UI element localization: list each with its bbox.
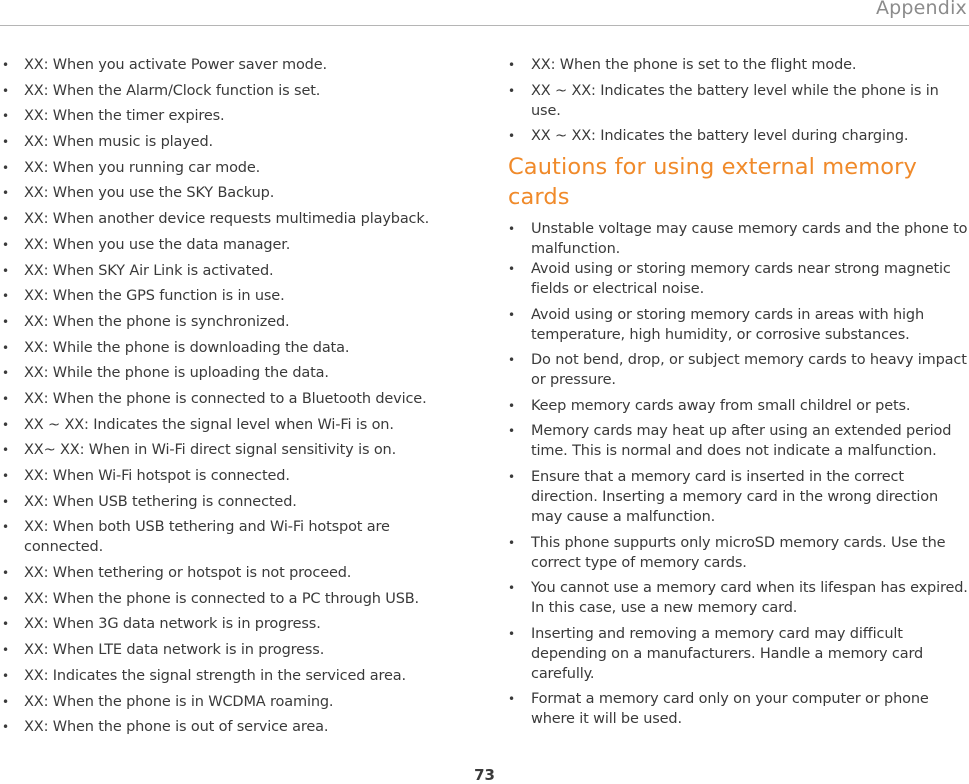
list-item-text: XX: When music is played.: [24, 134, 213, 151]
list-item: [0, 666, 470, 686]
bullet-icon: •: [2, 694, 9, 709]
bullet-icon: •: [2, 160, 9, 175]
list-item-text: Avoid using or storing memory cards near strong magnetic fields or electrical noise.: [531, 261, 951, 297]
bullet-icon: •: [2, 186, 9, 201]
bullet-icon: •: [508, 353, 515, 368]
bullet-icon: •: [2, 83, 9, 98]
bullet-icon: •: [2, 591, 9, 606]
list-item: [0, 492, 470, 512]
list-item-text: XX: When you use the data manager.: [24, 236, 291, 253]
bullet-icon: •: [508, 307, 515, 322]
page-number: 73: [474, 766, 495, 784]
list-item: [0, 312, 470, 332]
bullet-icon: •: [508, 469, 515, 484]
list-item-text: XX: When another device requests multimedia playback.: [24, 211, 430, 228]
bullet-icon: •: [2, 643, 9, 658]
list-item-text: Do not bend, drop, or subject memory cards to heavy impact or pressure.: [531, 352, 967, 389]
list-item: [0, 286, 470, 306]
list-item-text: Keep memory cards away from small childrel or pets.: [531, 397, 911, 414]
bullet-icon: •: [508, 58, 515, 72]
list-item: [0, 589, 470, 609]
list-item: [0, 338, 470, 358]
list-item: [0, 440, 470, 460]
page-section-title: Appendix: [875, 0, 967, 19]
bullet-icon: •: [2, 520, 9, 535]
bullet-icon: •: [508, 581, 515, 596]
list-item: [0, 614, 470, 634]
list-item: [0, 158, 470, 178]
list-item: [505, 55, 969, 75]
list-item-text: XX: Indicates the signal strength in the serviced area.: [24, 667, 406, 684]
bullet-icon: •: [2, 109, 9, 124]
bullet-icon: •: [2, 58, 9, 72]
list-item: [0, 415, 470, 435]
bullet-icon: •: [2, 720, 9, 735]
list-item-text: XX ~ XX: Indicates the signal level when Wi-Fi is on.: [24, 416, 394, 433]
list-item-text: Ensure that a memory card is inserted in the correct direction. Inserting a memory card in the wrong direction may cause a malfunction.: [531, 468, 939, 525]
cautions-list: [505, 219, 969, 735]
list-item-text: XX: When you use the SKY Backup.: [24, 185, 275, 202]
list-item: [505, 219, 969, 259]
bullet-icon: •: [508, 535, 515, 550]
bullet-icon: •: [2, 340, 9, 355]
list-item: [0, 563, 470, 583]
bullet-icon: •: [508, 83, 515, 98]
list-item-text: XX: When the timer expires.: [24, 108, 225, 125]
bullet-icon: •: [2, 366, 9, 381]
bullet-icon: •: [2, 263, 9, 278]
list-item-text: XX: While the phone is downloading the data.: [24, 339, 350, 356]
list-item: [505, 467, 969, 527]
list-item: [505, 396, 969, 416]
list-item-text: You cannot use a memory card when its lifespan has expired. In this case, use a new memory card.: [531, 580, 968, 617]
list-item-text: XX: When you running car mode.: [24, 159, 261, 176]
list-item-text: XX: When the phone is out of service area.: [24, 719, 329, 736]
list-item-text: XX: When USB tethering is connected.: [24, 493, 297, 510]
list-item: [505, 421, 969, 461]
bullet-icon: •: [508, 262, 515, 276]
bullet-icon: •: [2, 237, 9, 252]
list-item-text: XX: When the phone is set to the flight mode.: [531, 57, 857, 73]
bullet-icon: •: [2, 212, 9, 227]
list-item: [0, 717, 470, 737]
header-divider: [0, 25, 969, 26]
list-item-text: XX: When you activate Power saver mode.: [24, 57, 327, 73]
list-item: [0, 183, 470, 203]
list-item-text: Avoid using or storing memory cards in areas with high temperature, high humidity, or corrosive substances.: [531, 306, 925, 343]
list-item-text: XX: When the phone is synchronized.: [24, 313, 290, 330]
list-item: [505, 624, 969, 684]
bullet-icon: •: [2, 443, 9, 458]
list-item: [505, 689, 969, 729]
list-item: [0, 389, 470, 409]
bullet-icon: •: [2, 314, 9, 329]
list-item: [505, 578, 969, 618]
list-item: [0, 466, 470, 486]
list-item-text: XX~ XX: When in Wi-Fi direct signal sensitivity is on.: [24, 442, 397, 459]
list-item: [505, 126, 969, 146]
list-item-text: XX: When SKY Air Link is activated.: [24, 262, 274, 279]
list-item: [0, 517, 470, 557]
status-icon-list-left: [0, 55, 470, 743]
list-item-text: XX ~ XX: Indicates the battery level while the phone is in use.: [531, 82, 939, 119]
list-item: [0, 132, 470, 152]
list-item: [0, 261, 470, 281]
list-item: [0, 106, 470, 126]
list-item: [505, 533, 969, 573]
list-item-text: XX: When the GPS function is in use.: [24, 288, 285, 305]
bullet-icon: •: [508, 692, 515, 707]
bullet-icon: •: [508, 129, 515, 143]
bullet-icon: •: [2, 566, 9, 581]
list-item-text: XX: When the phone is connected to a PC through USB.: [24, 590, 420, 607]
list-item-text: XX: When Wi-Fi hotspot is connected.: [24, 468, 290, 484]
bullet-icon: •: [2, 668, 9, 683]
list-item: [0, 640, 470, 660]
bullet-icon: •: [2, 391, 9, 406]
list-item: [505, 81, 969, 121]
list-item-text: This phone suppurts only microSD memory cards. Use the correct type of memory cards.: [531, 534, 946, 571]
list-item-text: Format a memory card only on your computer or phone where it will be used.: [531, 691, 929, 728]
bullet-icon: •: [2, 289, 9, 304]
list-item-text: XX ~ XX: Indicates the battery level during charging.: [531, 128, 909, 144]
bullet-icon: •: [2, 135, 9, 150]
section-heading-cautions: Cautions for using external memory cards: [508, 154, 917, 210]
list-item: [0, 235, 470, 255]
list-item: [505, 350, 969, 390]
list-item: [505, 259, 969, 299]
list-item: [0, 209, 470, 229]
list-item-text: Inserting and removing a memory card may difficult depending on a manufacturers. Handle a memory card carefully.: [531, 625, 924, 682]
list-item: [0, 692, 470, 712]
list-item-text: XX: When both USB tethering and Wi-Fi hotspot are connected.: [24, 519, 390, 556]
list-item-text: XX: When 3G data network is in progress.: [24, 616, 321, 633]
bullet-icon: •: [2, 417, 9, 432]
list-item-text: XX: When LTE data network is in progress.: [24, 642, 325, 659]
bullet-icon: •: [508, 626, 515, 641]
list-item-text: Memory cards may heat up after using an extended period time. This is normal and does not indicate a malfunction.: [531, 423, 952, 460]
list-item: [0, 363, 470, 383]
bullet-icon: •: [2, 617, 9, 632]
list-item-text: Unstable voltage may cause memory cards and the phone to malfunction.: [531, 221, 968, 257]
list-item-text: XX: When the phone is in WCDMA roaming.: [24, 693, 334, 710]
bullet-icon: •: [508, 222, 515, 236]
list-item: [0, 55, 470, 75]
bullet-icon: •: [2, 469, 9, 483]
list-item-text: XX: While the phone is uploading the data.: [24, 365, 329, 382]
list-item: [0, 81, 470, 101]
list-item: [505, 305, 969, 345]
bullet-icon: •: [508, 424, 515, 439]
list-item-text: XX: When the phone is connected to a Bluetooth device.: [24, 390, 427, 407]
bullet-icon: •: [508, 398, 515, 413]
bullet-icon: •: [2, 494, 9, 509]
list-item-text: XX: When the Alarm/Clock function is set.: [24, 82, 321, 99]
status-icon-list-right: [505, 55, 969, 152]
list-item-text: XX: When tethering or hotspot is not proceed.: [24, 565, 352, 582]
